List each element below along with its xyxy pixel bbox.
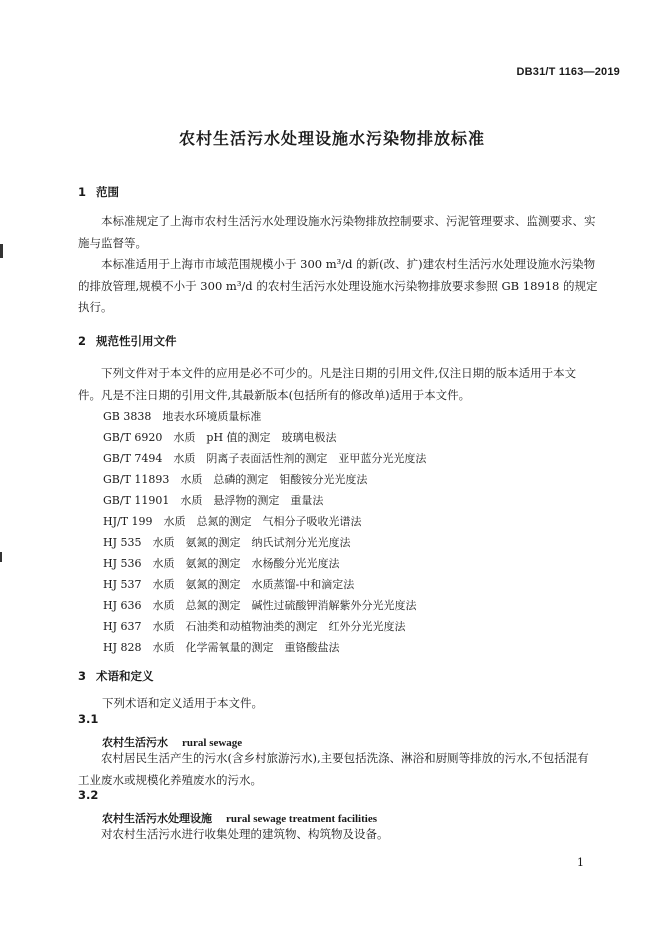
paragraph: 本标准适用于上海市市域范围规模小于 300 m³/d 的新(改、扩)建农村生活污水处理设施水污染物的排放管理,规模不小于 300 m³/d 的农村生活污水处理设施水污染物排放要求参照 GB 18918 的规定执行。 — [78, 257, 598, 314]
section-title: 范围 — [96, 185, 119, 199]
paragraph: 本标准规定了上海市农村生活污水处理设施水污染物排放控制要求、污泥管理要求、监测要求、实施与监督等。 — [78, 214, 596, 250]
reference-item: HJ 536 水质 氨氮的测定 水杨酸分光光度法 — [103, 557, 340, 570]
term-definition — [78, 748, 598, 791]
paragraph: 农村居民生活产生的污水(含乡村旅游污水),主要包括洗涤、淋浴和厨厕等排放的污水,不包括混有工业废水或规模化养殖废水的污水。 — [78, 751, 589, 787]
section-title: 规范性引用文件 — [96, 334, 177, 348]
page-title: 农村生活污水处理设施水污染物排放标准 — [178, 129, 485, 148]
reference-item: HJ 537 水质 氨氮的测定 水质蒸馏-中和滴定法 — [103, 578, 355, 591]
section-heading-1 — [78, 184, 119, 200]
term-zh: 农村生活污水处理设施 — [102, 812, 212, 825]
term-en: rural sewage — [182, 737, 243, 749]
reference-item: GB/T 11901 水质 悬浮物的测定 重量法 — [103, 494, 324, 507]
reference-item: HJ/T 199 水质 总氮的测定 气相分子吸收光谱法 — [103, 515, 362, 528]
term-definition — [78, 824, 598, 846]
section-2-intro — [78, 363, 598, 406]
reference-item: GB/T 11893 水质 总磷的测定 钼酸铵分光光度法 — [103, 473, 368, 486]
section-heading-2 — [78, 333, 177, 349]
section-1-body — [78, 211, 598, 319]
section-number: 1 — [78, 185, 87, 199]
reference-item: GB/T 6920 水质 pH 值的测定 玻璃电极法 — [103, 431, 337, 444]
reference-item: HJ 828 水质 化学需氧量的测定 重铬酸盐法 — [103, 641, 340, 654]
paragraph: 下列文件对于本文件的应用是必不可少的。凡是注日期的引用文件,仅注日期的版本适用于本文件。凡是不注日期的引用文件,其最新版本(包括所有的修改单)适用于本文件。 — [78, 366, 577, 402]
term-zh: 农村生活污水 — [102, 736, 168, 749]
section-title: 术语和定义 — [96, 669, 154, 683]
page-number: 1 — [577, 856, 584, 869]
section-number: 2 — [78, 334, 87, 348]
document-code: DB31/T 1163—2019 — [516, 66, 620, 78]
section-heading-3 — [78, 668, 154, 684]
reference-item: HJ 535 水质 氨氮的测定 纳氏试剂分光光度法 — [103, 536, 351, 549]
term-number: 3.2 — [78, 788, 99, 802]
scan-edge-mark — [0, 244, 3, 258]
paragraph: 对农村生活污水进行收集处理的建筑物、构筑物及设备。 — [101, 827, 389, 841]
section-3-intro: 下列术语和定义适用于本文件。 — [102, 696, 263, 710]
section-number: 3 — [78, 669, 87, 683]
reference-item: HJ 637 水质 石油类和动植物油类的测定 红外分光光度法 — [103, 620, 406, 633]
reference-item: HJ 636 水质 总氮的测定 碱性过硫酸钾消解紫外分光光度法 — [103, 599, 417, 612]
term-en: rural sewage treatment facilities — [226, 813, 377, 825]
scan-edge-mark — [0, 552, 2, 562]
term-number: 3.1 — [78, 712, 99, 726]
reference-item: GB/T 7494 水质 阴离子表面活性剂的测定 亚甲蓝分光光度法 — [103, 452, 427, 465]
reference-item: GB 3838 地表水环境质量标准 — [103, 410, 262, 423]
